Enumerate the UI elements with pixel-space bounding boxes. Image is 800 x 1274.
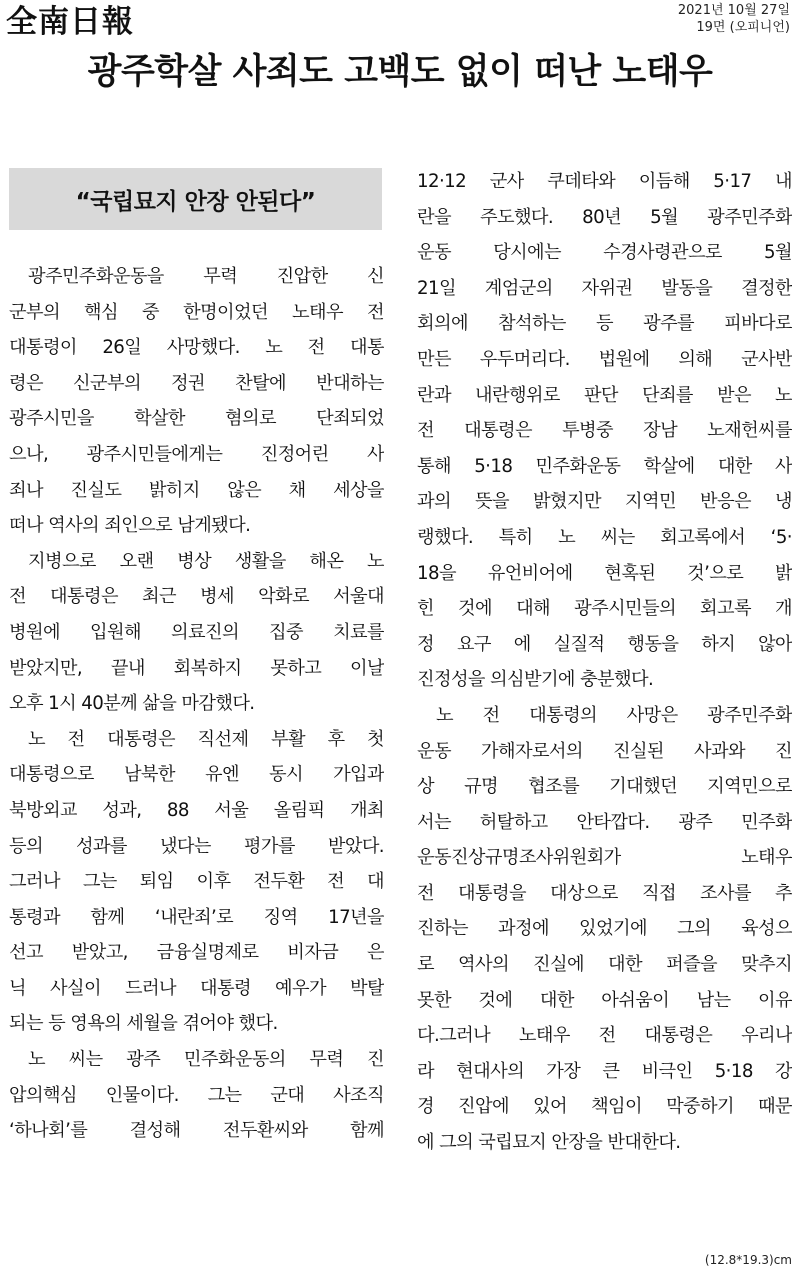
text-line: 전 대통령은 최근 병세 악화로 서울대 bbox=[9, 586, 384, 608]
right-text-column bbox=[417, 164, 792, 1161]
text-line: 힌 것에 대해 광주시민들의 회고록 개 bbox=[417, 598, 792, 620]
article-headline: 광주학살 사죄도 고백도 없이 떠난 노태우 bbox=[87, 52, 713, 92]
text-line: 압의핵심 인물이다. 그는 군대 사조직 bbox=[9, 1084, 384, 1106]
text-line: 21일 계엄군의 자위권 발동을 결정한 bbox=[417, 277, 792, 299]
text-line: 못한 것에 대한 아쉬움이 남는 이유 bbox=[417, 989, 792, 1011]
text-line: 란과 내란행위로 판단 단죄를 받은 노 bbox=[417, 384, 792, 406]
text-line: 운동 가해자로서의 진실된 사과와 진 bbox=[417, 740, 792, 762]
text-line: 18을 유언비어에 현혹된 것’으로 밝 bbox=[417, 562, 792, 584]
text-line: 등의 성과를 냈다는 평가를 받았다. bbox=[9, 835, 384, 857]
text-line: 광주민주화운동을 무력 진압한 신 bbox=[28, 266, 384, 287]
text-line: 선고 받았고, 금융실명제로 비자금 은 bbox=[9, 942, 384, 964]
text-line: 진정성을 의심받기에 충분했다. bbox=[417, 669, 654, 691]
text-line: 되는 등 영욕의 세월을 겪어야 했다. bbox=[9, 1013, 278, 1035]
text-line: 과의 뜻을 밝혔지만 지역민 반응은 냉 bbox=[417, 491, 792, 513]
text-line: 경 진압에 있어 책임이 막중하기 때문 bbox=[417, 1096, 792, 1118]
text-line: 통해 5·18 민주화운동 학살에 대한 사 bbox=[417, 455, 792, 477]
text-line: 서는 허탈하고 안타깝다. 광주 민주화 bbox=[417, 811, 792, 833]
article-size-note: (12.8*19.3)cm bbox=[704, 1253, 792, 1267]
text-line: 대통령으로 남북한 유엔 동시 가입과 bbox=[9, 764, 384, 786]
text-line: 죄나 진실도 밝히지 않은 채 세상을 bbox=[9, 479, 384, 501]
text-line: 노 씨는 광주 민주화운동의 무력 진 bbox=[28, 1049, 384, 1071]
publication-date: 2021년 10월 27일 bbox=[677, 3, 790, 18]
article-subhead bbox=[9, 168, 382, 230]
text-line: ‘하나회’를 결성해 전두환씨와 함께 bbox=[9, 1120, 384, 1142]
text-line: 라 현대사의 가장 큰 비극인 5·18 강 bbox=[417, 1060, 792, 1082]
publication-meta bbox=[678, 2, 790, 36]
text-line: 만든 우두머리다. 법원에 의해 군사반 bbox=[417, 348, 792, 370]
text-line: 으나, 광주시민들에게는 진정어린 사 bbox=[9, 443, 384, 465]
text-line: 오후 1시 40분께 삶을 마감했다. bbox=[9, 693, 255, 715]
text-line: 노 전 대통령의 사망은 광주민주화 bbox=[436, 704, 792, 726]
text-line: 란을 주도했다. 80년 5월 광주민주화 bbox=[417, 206, 792, 228]
text-line: 운동진상규명조사위원회가 노태우 bbox=[417, 847, 792, 869]
text-line: 정 요구 에 실질적 행동을 하지 않아 bbox=[417, 633, 792, 655]
newspaper-masthead: 全南日報 bbox=[6, 4, 134, 40]
text-line: 받았지만, 끝내 회복하지 못하고 이날 bbox=[9, 657, 384, 679]
text-line: 전 대통령을 대상으로 직접 조사를 추 bbox=[417, 882, 792, 904]
text-line: 로 역사의 진실에 대한 퍼즐을 맞추지 bbox=[417, 954, 792, 976]
text-line: 전 대통령은 투병중 장남 노재헌씨를 bbox=[417, 420, 792, 442]
text-line: 통령과 함께 ‘내란죄’로 징역 17년을 bbox=[9, 906, 384, 928]
text-line: 12·12 군사 쿠데타와 이듬해 5·17 내 bbox=[417, 171, 792, 192]
text-line: 에 그의 국립묘지 안장을 반대한다. bbox=[417, 1132, 681, 1154]
text-line: 대통령이 26일 사망했다. 노 전 대통 bbox=[9, 337, 384, 359]
text-line: 랭했다. 특히 노 씨는 회고록에서 ‘5· bbox=[417, 526, 792, 548]
text-line: 군부의 핵심 중 한명이었던 노태우 전 bbox=[9, 301, 384, 323]
page-section: 19면 (오피니언) bbox=[696, 20, 790, 35]
subhead-text: “국립묘지 안장 안된다” bbox=[75, 188, 316, 215]
text-line: 광주시민을 학살한 혐의로 단죄되었 bbox=[9, 408, 384, 430]
text-line: 북방외교 성과, 88 서울 올림픽 개최 bbox=[9, 799, 384, 821]
text-line: 진하는 과정에 있었기에 그의 육성으 bbox=[417, 918, 792, 940]
left-text-column bbox=[9, 259, 384, 1149]
text-line: 상 규명 협조를 기대했던 지역민으로 bbox=[417, 776, 792, 798]
text-line: 령은 신군부의 정권 찬탈에 반대하는 bbox=[9, 372, 384, 394]
text-line: 노 전 대통령은 직선제 부활 후 첫 bbox=[28, 728, 384, 750]
text-line: 지병으로 오랜 병상 생활을 해온 노 bbox=[28, 550, 384, 572]
text-line: 닉 사실이 드러나 대통령 예우가 박탈 bbox=[9, 977, 384, 999]
text-line: 회의에 참석하는 등 광주를 피바다로 bbox=[417, 313, 792, 335]
text-line: 떠나 역사의 죄인으로 남게됐다. bbox=[9, 515, 251, 537]
text-line: 그러나 그는 퇴임 이후 전두환 전 대 bbox=[9, 871, 384, 893]
text-line: 병원에 입원해 의료진의 집중 치료를 bbox=[9, 621, 384, 643]
text-line: 다.그러나 노태우 전 대통령은 우리나 bbox=[417, 1025, 792, 1047]
text-line: 운동 당시에는 수경사령관으로 5월 bbox=[417, 242, 792, 264]
